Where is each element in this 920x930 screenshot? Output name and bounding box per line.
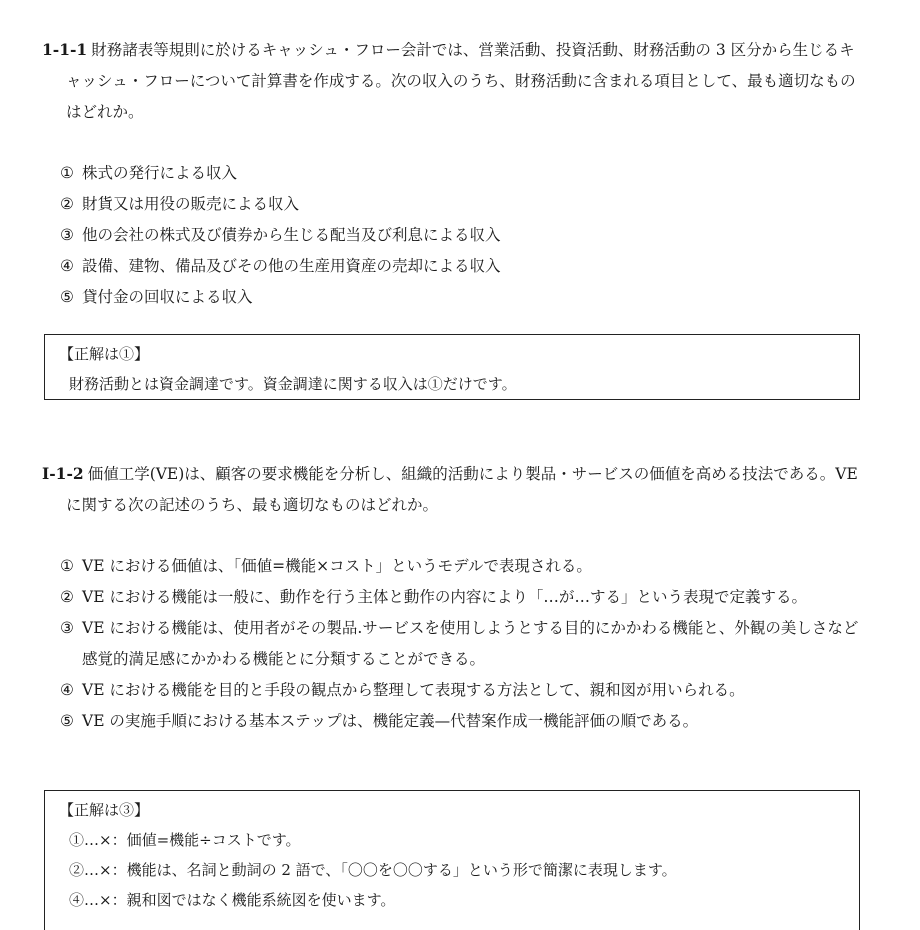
choice-text: VE における機能は、使用者がその製品.サービスを使用しようとする目的にかかわる機能と、外観の美しさなど感覚的満足感にかかわる機能とに分類することができる。	[82, 619, 859, 668]
choice-mark: ①	[60, 557, 74, 575]
question-2-choices	[42, 551, 864, 737]
question-1-choices	[42, 158, 864, 313]
choice-mark: ③	[60, 226, 74, 244]
question-2-stem	[42, 458, 864, 521]
question-1-choice-5	[42, 282, 864, 313]
question-2	[42, 458, 864, 737]
choice-mark: ⑤	[60, 712, 74, 730]
choice-mark: ②	[60, 588, 74, 606]
choice-mark: ⑤	[60, 288, 74, 306]
question-2-choice-3	[42, 613, 864, 675]
choice-mark: ③	[60, 619, 74, 637]
answer-line: ②…×：機能は、名詞と動詞の 2 語で、「〇〇を〇〇する」という形で簡潔に表現します。	[69, 861, 677, 879]
choice-text: 他の会社の株式及び債券から生じる配当及び利息による収入	[82, 226, 501, 244]
question-1-choice-1	[42, 158, 864, 189]
question-2-choice-1	[42, 551, 864, 582]
choice-mark: ④	[60, 257, 74, 275]
question-1-choice-3	[42, 220, 864, 251]
choice-text: VE における機能は一般に、動作を行う主体と動作の内容により「…が…する」という表現で定義する。	[82, 588, 807, 606]
answer-title: 【正解は①】	[59, 345, 150, 363]
answer-title: 【正解は③】	[59, 801, 150, 819]
choice-text: 設備、建物、備品及びその他の生産用資産の売却による収入	[82, 257, 501, 275]
answer-line: 財務活動とは資金調達です。資金調達に関する収入は①だけです。	[69, 375, 517, 393]
question-1-text: 財務諸表等規則に於けるキャッシュ・フロー会計では、営業活動、投資活動、財務活動の 3 区分から生じるキャッシュ・フローについて計算書を作成する。次の収入のうち、財務活動に含まれる項目として、最も適切なものはどれか。	[66, 41, 856, 121]
question-1-answer-box	[44, 334, 860, 400]
question-1	[42, 34, 864, 313]
choice-text: 財貨又は用役の販売による収入	[82, 195, 300, 213]
question-1-number: 1-1-1	[42, 40, 88, 59]
question-1-choice-2	[42, 189, 864, 220]
answer-line: ①…×：価値=機能÷コストです。	[69, 831, 301, 849]
choice-mark: ④	[60, 681, 74, 699]
choice-text: 株式の発行による収入	[82, 164, 238, 182]
choice-text: VE の実施手順における基本ステップは、機能定義—代替案作成一機能評価の順である。	[82, 712, 699, 730]
choice-text: VE における機能を目的と手段の観点から整理して表現する方法として、親和図が用いられる。	[82, 681, 745, 699]
question-1-stem	[42, 34, 864, 128]
question-2-choice-2	[42, 582, 864, 613]
question-2-text: 価値工学(VE)は、顧客の要求機能を分析し、組織的活動により製品・サービスの価値を高める技法である。VE に関する次の記述のうち、最も適切なものはどれか。	[66, 465, 858, 514]
choice-text: 貸付金の回収による収入	[82, 288, 253, 306]
question-2-choice-5	[42, 706, 864, 737]
question-2-choice-4	[42, 675, 864, 706]
choice-mark: ②	[60, 195, 74, 213]
question-2-answer-box	[44, 790, 860, 930]
question-2-number: I-1-2	[42, 464, 84, 483]
choice-mark: ①	[60, 164, 74, 182]
answer-line: ④…×：親和図ではなく機能系統図を使います。	[69, 891, 396, 909]
question-1-choice-4	[42, 251, 864, 282]
choice-text: VE における価値は、「価値=機能×コスト」というモデルで表現される。	[82, 557, 592, 575]
